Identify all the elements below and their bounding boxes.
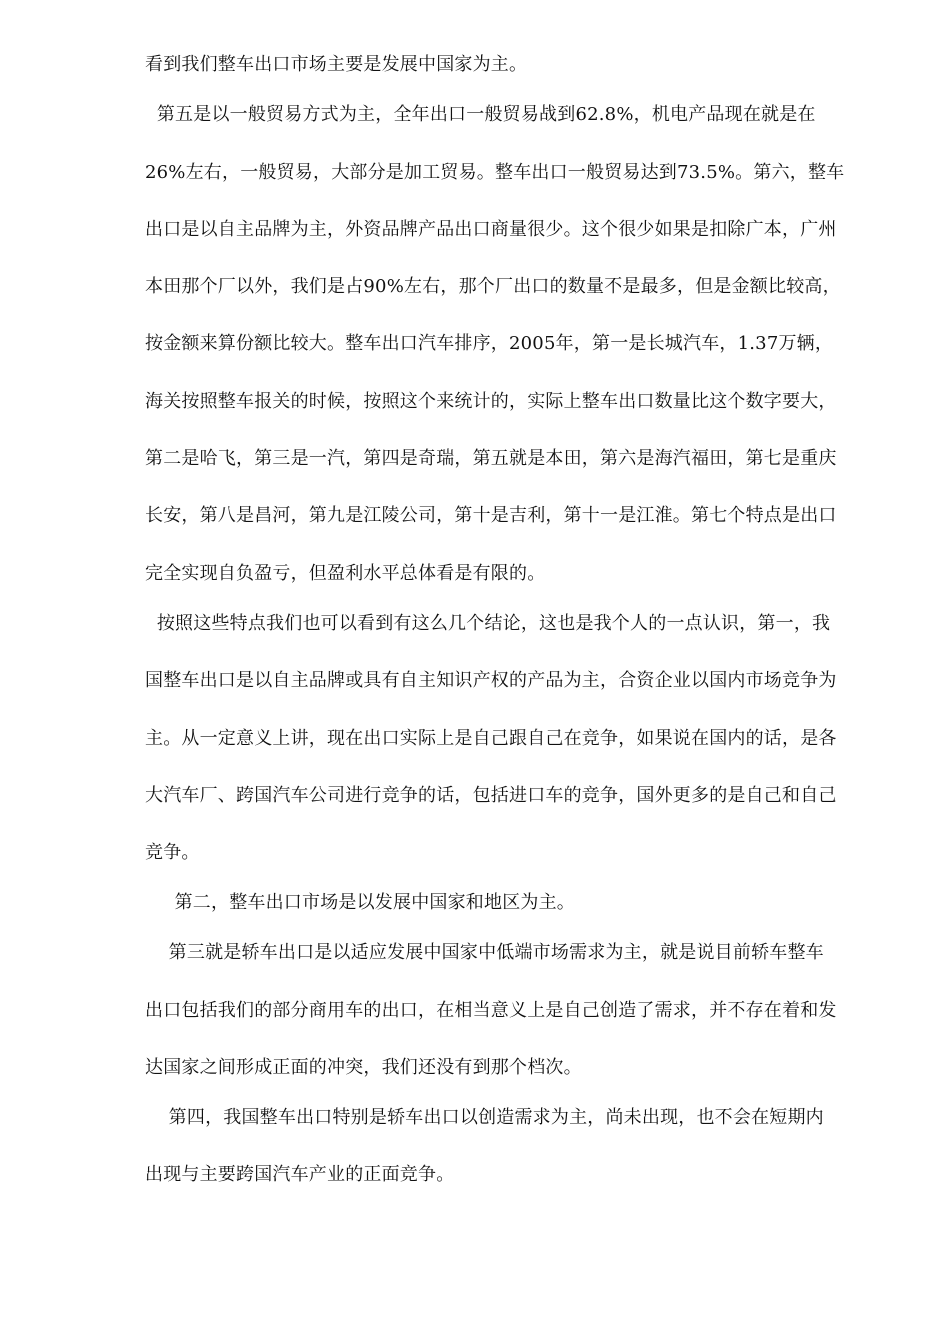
text-line: 竞争。 bbox=[145, 842, 200, 863]
text-line: 第四，我国整车出口特别是轿车出口以创造需求为主，尚未出现，也不会在短期内 bbox=[145, 1107, 824, 1128]
text-line: 长安，第八是昌河，第九是江陵公司，第十是吉利，第十一是江淮。第七个特点是出口 bbox=[145, 505, 837, 526]
text-line: 第三就是轿车出口是以适应发展中国家中低端市场需求为主，就是说目前轿车整车 bbox=[145, 942, 824, 963]
text-line: 按照这些特点我们也可以看到有这么几个结论，这也是我个人的一点认识，第一，我 bbox=[145, 613, 831, 634]
text-line: 第二是哈飞，第三是一汽，第四是奇瑞，第五就是本田，第六是海汽福田，第七是重庆 bbox=[145, 448, 837, 469]
text-line: 海关按照整车报关的时候，按照这个来统计的，实际上整车出口数量比这个数字要大， bbox=[145, 391, 837, 412]
text-line: 出现与主要跨国汽车产业的正面竞争。 bbox=[145, 1164, 455, 1185]
text-line: 完全实现自负盈亏，但盈利水平总体看是有限的。 bbox=[145, 563, 546, 584]
text-line: 大汽车厂、跨国汽车公司进行竞争的话，包括进口车的竞争，国外更多的是自己和自己 bbox=[145, 785, 837, 806]
text-line: 出口是以自主品牌为主，外资品牌产品出口商量很少。这个很少如果是扣除广本，广州 bbox=[145, 219, 837, 240]
text-line: 达国家之间形成正面的冲突，我们还没有到那个档次。 bbox=[145, 1057, 582, 1078]
text-line: 看到我们整车出口市场主要是发展中国家为主。 bbox=[145, 54, 528, 75]
text-line: 本田那个厂以外，我们是占90%左右，那个厂出口的数量不是最多，但是金额比较高， bbox=[145, 276, 841, 297]
text-line: 按金额来算份额比较大。整车出口汽车排序，2005年，第一是长城汽车，1.37万辆， bbox=[145, 333, 834, 354]
text-line: 出口包括我们的部分商用车的出口，在相当意义上是自己创造了需求，并不存在着和发 bbox=[145, 1000, 837, 1021]
text-line: 第五是以一般贸易方式为主，全年出口一般贸易战到62.8%，机电产品现在就是在 bbox=[145, 104, 816, 125]
text-line: 26%左右，一般贸易，大部分是加工贸易。整车出口一般贸易达到73.5%。第六，整车 bbox=[145, 162, 845, 183]
text-line: 第二，整车出口市场是以发展中国家和地区为主。 bbox=[145, 892, 576, 913]
text-line: 主。从一定意义上讲，现在出口实际上是自己跟自己在竞争，如果说在国内的话，是各 bbox=[145, 728, 837, 749]
text-line: 国整车出口是以自主品牌或具有自主知识产权的产品为主，合资企业以国内市场竞争为 bbox=[145, 670, 837, 691]
